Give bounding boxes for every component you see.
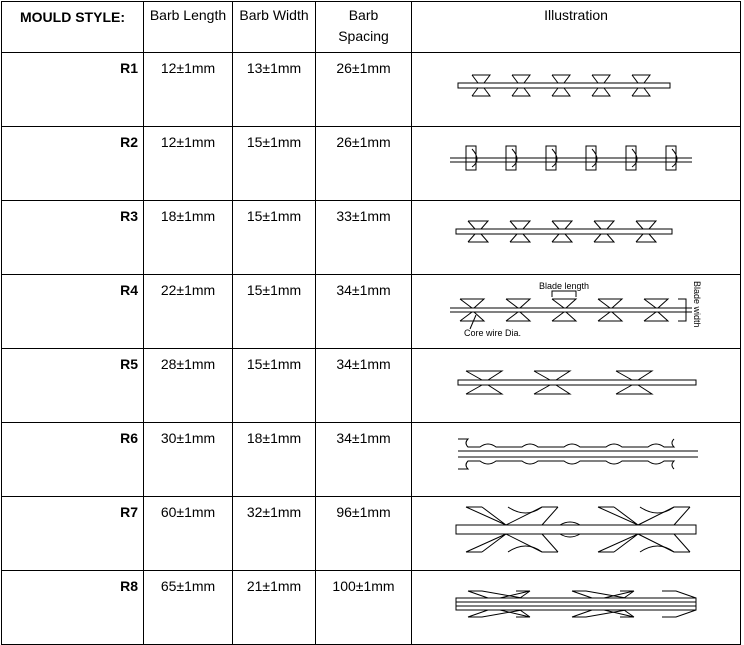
r5-barb-illustration xyxy=(412,349,741,416)
cell-width: 21±1mm xyxy=(233,571,316,645)
header-barb-width: Barb Width xyxy=(233,2,316,53)
header-illustration: Illustration xyxy=(412,2,741,53)
table-row xyxy=(2,349,741,423)
header-barb-spacing xyxy=(316,2,412,53)
core-wire-label: Core wire Dia. xyxy=(464,328,522,338)
cell-length: 60±1mm xyxy=(144,497,233,571)
cell-style: R1 xyxy=(2,53,144,127)
mould-style-table xyxy=(1,1,741,645)
cell-illustration xyxy=(412,349,741,423)
cell-illustration xyxy=(412,275,741,349)
cell-width: 18±1mm xyxy=(233,423,316,497)
cell-width: 15±1mm xyxy=(233,127,316,201)
r2-barb-illustration xyxy=(412,127,741,194)
cell-illustration xyxy=(412,571,741,645)
cell-width: 32±1mm xyxy=(233,497,316,571)
cell-length: 30±1mm xyxy=(144,423,233,497)
cell-style: R2 xyxy=(2,127,144,201)
table-row xyxy=(2,275,741,349)
r3-barb-illustration xyxy=(412,201,741,268)
cell-length: 12±1mm xyxy=(144,127,233,201)
cell-spacing: 34±1mm xyxy=(316,275,412,349)
cell-spacing: 33±1mm xyxy=(316,201,412,275)
table-row xyxy=(2,497,741,571)
r4-barb-illustration xyxy=(412,275,741,342)
cell-length: 12±1mm xyxy=(144,53,233,127)
cell-width: 13±1mm xyxy=(233,53,316,127)
cell-spacing: 26±1mm xyxy=(316,127,412,201)
cell-width: 15±1mm xyxy=(233,275,316,349)
cell-style: R8 xyxy=(2,571,144,645)
header-mould-style: MOULD STYLE: xyxy=(2,2,144,53)
table-row xyxy=(2,53,741,127)
cell-illustration xyxy=(412,423,741,497)
cell-spacing: 26±1mm xyxy=(316,53,412,127)
cell-illustration xyxy=(412,127,741,201)
r6-barb-illustration xyxy=(412,423,741,490)
cell-illustration xyxy=(412,201,741,275)
cell-length: 22±1mm xyxy=(144,275,233,349)
header-row xyxy=(2,2,741,53)
cell-style: R6 xyxy=(2,423,144,497)
cell-style: R7 xyxy=(2,497,144,571)
table-row xyxy=(2,127,741,201)
table-row xyxy=(2,423,741,497)
r1-barb-illustration xyxy=(412,53,741,120)
r8-barb-illustration xyxy=(412,571,741,638)
cell-style: R4 xyxy=(2,275,144,349)
cell-length: 65±1mm xyxy=(144,571,233,645)
cell-spacing: 100±1mm xyxy=(316,571,412,645)
cell-spacing: 34±1mm xyxy=(316,423,412,497)
cell-length: 18±1mm xyxy=(144,201,233,275)
header-barb-spacing-line1: Barb xyxy=(348,7,379,23)
header-barb-spacing-line2: Spacing xyxy=(338,28,389,44)
table-row xyxy=(2,201,741,275)
cell-spacing: 34±1mm xyxy=(316,349,412,423)
cell-illustration xyxy=(412,497,741,571)
cell-width: 15±1mm xyxy=(233,201,316,275)
cell-width: 15±1mm xyxy=(233,349,316,423)
cell-spacing: 96±1mm xyxy=(316,497,412,571)
blade-length-label: Blade length xyxy=(538,281,590,291)
cell-length: 28±1mm xyxy=(144,349,233,423)
table-row xyxy=(2,571,741,645)
r7-barb-illustration xyxy=(412,497,741,564)
cell-illustration xyxy=(412,53,741,127)
cell-style: R3 xyxy=(2,201,144,275)
cell-style: R5 xyxy=(2,349,144,423)
blade-width-label: Blade width xyxy=(692,281,702,328)
header-barb-length: Barb Length xyxy=(144,2,233,53)
